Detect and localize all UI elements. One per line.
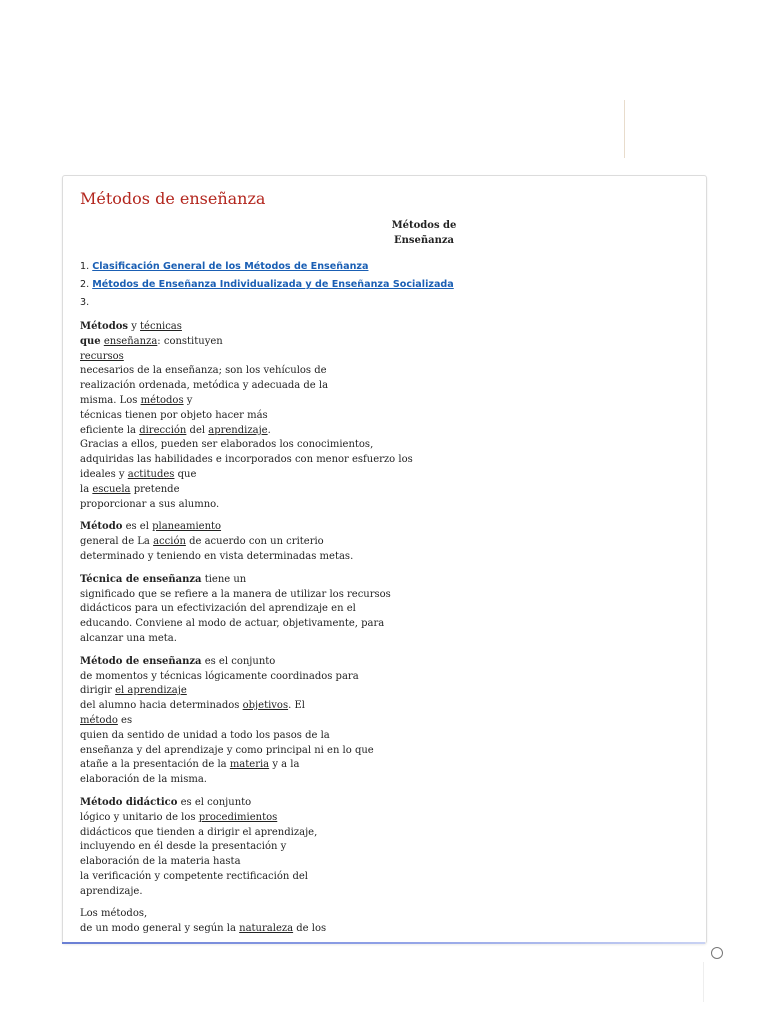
subtitle-line: Enseñanza bbox=[393, 235, 455, 246]
toc-item bbox=[80, 294, 680, 312]
text-run: de los bbox=[293, 923, 327, 935]
text-run: pretende bbox=[130, 483, 180, 495]
text-run: y bbox=[183, 394, 193, 406]
text-line bbox=[80, 885, 400, 900]
text-run: que bbox=[174, 468, 197, 480]
text-line bbox=[80, 632, 400, 647]
text-run: didácticos que tienden a dirigir el aprendizaje, bbox=[80, 826, 318, 838]
paragraph bbox=[80, 320, 413, 512]
text-line bbox=[80, 870, 400, 885]
paragraph bbox=[80, 907, 400, 937]
text-line bbox=[80, 350, 400, 365]
circle-icon[interactable] bbox=[711, 947, 723, 959]
text-line bbox=[80, 773, 400, 788]
linked-term[interactable]: método bbox=[80, 714, 118, 726]
document-title: Métodos de enseñanza bbox=[80, 189, 266, 208]
text-run: es el conjunto bbox=[201, 655, 276, 667]
document-content bbox=[80, 188, 680, 937]
text-line bbox=[80, 498, 400, 513]
text-line bbox=[80, 335, 400, 350]
text-run: quien da sentido de unidad a todo los pasos de la bbox=[80, 729, 330, 741]
text-run: elaboración de la misma. bbox=[80, 774, 207, 786]
linked-term[interactable]: el aprendizaje bbox=[115, 685, 187, 697]
toc-link-clasificacion[interactable]: Clasificación General de los Métodos de Enseñanza bbox=[92, 261, 369, 272]
paragraph bbox=[80, 573, 400, 647]
text-run: general de La bbox=[80, 536, 154, 548]
text-run: enseñanza y del aprendizaje y como principal ni en lo que bbox=[80, 744, 374, 756]
linked-term[interactable]: escuela bbox=[92, 483, 131, 495]
text-line bbox=[80, 922, 400, 937]
bold-term: que bbox=[80, 335, 101, 347]
text-line bbox=[80, 468, 400, 483]
text-line bbox=[80, 855, 400, 870]
toc-link-individualizada[interactable]: Métodos de Enseñanza Individualizada y de Enseñanza Socializada bbox=[92, 279, 454, 290]
text-line bbox=[80, 573, 400, 588]
toc-number: 1. bbox=[80, 261, 90, 272]
toc-item bbox=[80, 258, 680, 276]
text-run: : constituyen bbox=[157, 335, 223, 347]
toc-number: 2. bbox=[80, 279, 90, 290]
text-line bbox=[80, 409, 400, 424]
linked-term[interactable]: acción bbox=[153, 536, 186, 548]
text-run: dirigir bbox=[80, 685, 116, 697]
text-run: es bbox=[117, 714, 133, 726]
text-run: atañe a la presentación de la bbox=[80, 759, 230, 771]
text-line bbox=[80, 320, 400, 335]
text-line bbox=[80, 840, 400, 855]
subtitle-line: Métodos de bbox=[391, 220, 457, 231]
text-line bbox=[80, 617, 400, 632]
text-run: lógico y unitario de los bbox=[80, 811, 199, 823]
text-line bbox=[80, 684, 400, 699]
text-line bbox=[80, 424, 400, 439]
text-line bbox=[80, 364, 400, 379]
bold-term: Métodos bbox=[80, 321, 129, 332]
text-run: Los métodos, bbox=[80, 908, 148, 920]
text-line bbox=[80, 758, 400, 773]
text-run: del bbox=[186, 424, 209, 436]
linked-term[interactable]: procedimientos bbox=[198, 811, 278, 823]
table-of-contents bbox=[80, 258, 680, 312]
linked-term[interactable]: técnicas bbox=[140, 321, 182, 332]
text-run: de un modo general y según la bbox=[80, 923, 240, 935]
text-run: necesarios de la enseñanza; son los vehículos de bbox=[80, 365, 327, 377]
text-run: . El bbox=[288, 700, 305, 712]
text-line bbox=[80, 520, 400, 535]
top-divider bbox=[624, 100, 625, 158]
text-run: didácticos para un efectivización del aprendizaje en el bbox=[80, 603, 356, 615]
text-run: alcanzar una meta. bbox=[80, 632, 177, 644]
text-run: de momentos y técnicas lógicamente coordinados para bbox=[80, 670, 359, 682]
text-line bbox=[80, 699, 400, 714]
text-run: es el conjunto bbox=[177, 796, 252, 808]
text-line bbox=[80, 796, 400, 811]
side-divider bbox=[703, 962, 704, 1002]
text-line bbox=[80, 811, 400, 826]
text-run: del alumno hacia determinados bbox=[80, 700, 243, 712]
text-run: la verificación y competente rectificación del bbox=[80, 870, 309, 882]
text-run: adquiridas las habilidades e incorporados con menor esfuerzo los bbox=[80, 454, 413, 466]
top-blank-area bbox=[0, 0, 768, 175]
linked-term[interactable]: planeamiento bbox=[152, 521, 222, 533]
document-card bbox=[62, 175, 707, 944]
text-run: la bbox=[80, 483, 93, 495]
text-line bbox=[80, 483, 400, 498]
text-line bbox=[80, 535, 400, 550]
text-line bbox=[80, 729, 400, 744]
text-line bbox=[80, 602, 400, 617]
linked-term[interactable]: objetivos bbox=[242, 700, 289, 712]
text-run: incluyendo en él desde la presentación y bbox=[80, 841, 287, 853]
text-run: aprendizaje. bbox=[80, 885, 143, 897]
text-line bbox=[80, 394, 400, 409]
text-line bbox=[80, 826, 400, 841]
text-run: es el bbox=[122, 521, 153, 533]
linked-term[interactable]: métodos bbox=[140, 394, 184, 406]
text-run: técnicas tienen por objeto hacer más bbox=[80, 409, 268, 421]
text-run: tiene un bbox=[201, 573, 247, 585]
linked-term[interactable]: enseñanza bbox=[103, 335, 158, 347]
text-run: de acuerdo con un criterio bbox=[185, 536, 324, 548]
bold-term: Método bbox=[80, 521, 123, 533]
text-run: ideales y bbox=[80, 468, 128, 480]
linked-term[interactable]: recursos bbox=[80, 350, 124, 362]
paragraph bbox=[80, 520, 400, 564]
text-run: elaboración de la materia hasta bbox=[80, 856, 241, 868]
document-subtitle bbox=[269, 218, 579, 248]
linked-term[interactable]: aprendizaje bbox=[208, 424, 268, 436]
text-line bbox=[80, 588, 400, 603]
text-run: . bbox=[267, 424, 271, 436]
card-bottom-border bbox=[62, 942, 705, 944]
text-line bbox=[80, 655, 400, 670]
paragraph bbox=[80, 655, 400, 788]
bold-term: Método didáctico bbox=[80, 796, 178, 808]
paragraph bbox=[80, 796, 400, 900]
bold-term: Técnica de enseñanza bbox=[80, 573, 202, 585]
linked-term[interactable]: naturaleza bbox=[239, 923, 294, 935]
toc-number: 3. bbox=[80, 297, 90, 308]
text-run: significado que se refiere a la manera de utilizar los recursos bbox=[80, 588, 391, 600]
document-body bbox=[80, 320, 680, 937]
text-line bbox=[80, 714, 400, 729]
bold-term: Método de enseñanza bbox=[80, 655, 202, 667]
text-run: determinado y teniendo en vista determinadas metas. bbox=[80, 550, 354, 562]
text-run: y a la bbox=[269, 759, 300, 771]
text-line bbox=[80, 379, 400, 394]
text-run: y bbox=[128, 321, 141, 332]
text-run: eficiente la bbox=[80, 424, 140, 436]
toc-item bbox=[80, 276, 680, 294]
linked-term[interactable]: actitudes bbox=[127, 468, 175, 480]
text-run: realización ordenada, metódica y adecuada de la bbox=[80, 380, 329, 392]
text-run: misma. Los bbox=[80, 394, 141, 406]
text-line bbox=[80, 744, 400, 759]
linked-term[interactable]: dirección bbox=[139, 424, 187, 436]
text-run: educando. Conviene al modo de actuar, objetivamente, para bbox=[80, 618, 385, 630]
text-run: proporcionar a sus alumno. bbox=[80, 498, 220, 510]
text-line bbox=[80, 907, 400, 922]
text-line bbox=[80, 550, 400, 565]
text-line bbox=[80, 438, 400, 453]
linked-term[interactable]: materia bbox=[229, 759, 270, 771]
text-line bbox=[80, 453, 413, 468]
text-run: Gracias a ellos, pueden ser elaborados los conocimientos, bbox=[80, 439, 374, 451]
text-line bbox=[80, 670, 400, 685]
